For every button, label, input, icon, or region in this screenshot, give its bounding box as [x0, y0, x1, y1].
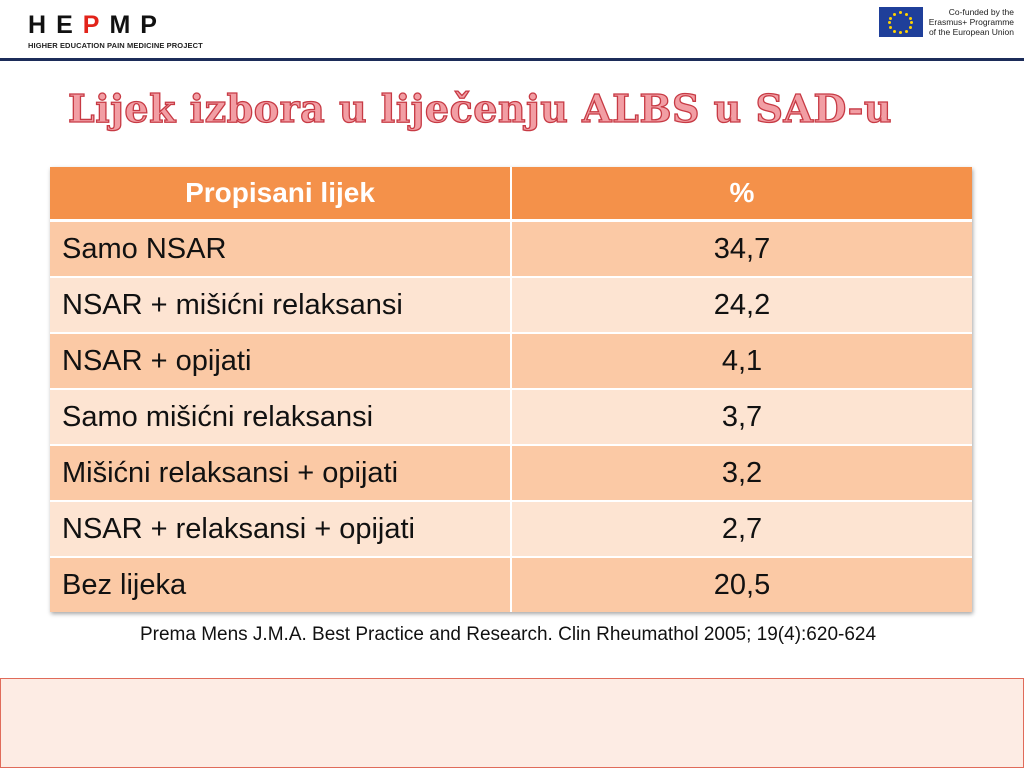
empty-text-box — [0, 678, 1024, 768]
eu-text-line1: Co-funded by the — [948, 7, 1014, 17]
eu-text-line2: Erasmus+ Programme — [928, 17, 1014, 27]
drug-table — [50, 167, 972, 612]
table-row — [50, 389, 972, 445]
cell-drug: NSAR + mišićni relaksansi — [50, 277, 511, 333]
table-row — [50, 333, 972, 389]
cell-percent: 3,7 — [511, 389, 972, 445]
table-header-row — [50, 167, 972, 221]
cell-drug: NSAR + opijati — [50, 333, 511, 389]
cell-drug: Samo NSAR — [50, 221, 511, 278]
cell-drug: Bez lijeka — [50, 557, 511, 612]
table-row — [50, 501, 972, 557]
table-row — [50, 221, 972, 278]
cell-percent: 4,1 — [511, 333, 972, 389]
cell-percent: 24,2 — [511, 277, 972, 333]
cell-percent: 34,7 — [511, 221, 972, 278]
source-citation: Prema Mens J.M.A. Best Practice and Research. Clin Rheumathol 2005; 19(4):620-624 — [139, 624, 877, 645]
table-row — [50, 277, 972, 333]
eu-text-line3: of the European Union — [928, 27, 1014, 37]
slide-title: Lijek izbora u liječenju ALBS u SAD-u — [68, 86, 892, 131]
slide-header — [0, 0, 1024, 62]
cell-percent: 2,7 — [511, 501, 972, 557]
logo-letter-e: E — [56, 11, 77, 39]
eu-funding-badge — [879, 7, 1014, 37]
logo-letter-m: M — [109, 11, 135, 39]
logo-subtitle: HIGHER EDUCATION PAIN MEDICINE PROJECT — [28, 41, 203, 50]
cell-drug: Samo mišićni relaksansi — [50, 389, 511, 445]
logo-letter-p: P — [82, 11, 104, 39]
header-divider — [0, 58, 1024, 61]
cell-drug: NSAR + relaksansi + opijati — [50, 501, 511, 557]
cell-percent: 3,2 — [511, 445, 972, 501]
table-row — [50, 445, 972, 501]
header-percent: % — [511, 167, 972, 221]
hepmp-logo — [28, 12, 203, 50]
table-row — [50, 557, 972, 612]
eu-flag-icon — [879, 7, 923, 37]
logo-letter-p2: P — [140, 11, 161, 39]
cell-percent: 20,5 — [511, 557, 972, 612]
logo-letter-h: H — [28, 11, 51, 39]
header-drug: Propisani lijek — [50, 167, 511, 221]
cell-drug: Mišićni relaksansi + opijati — [50, 445, 511, 501]
